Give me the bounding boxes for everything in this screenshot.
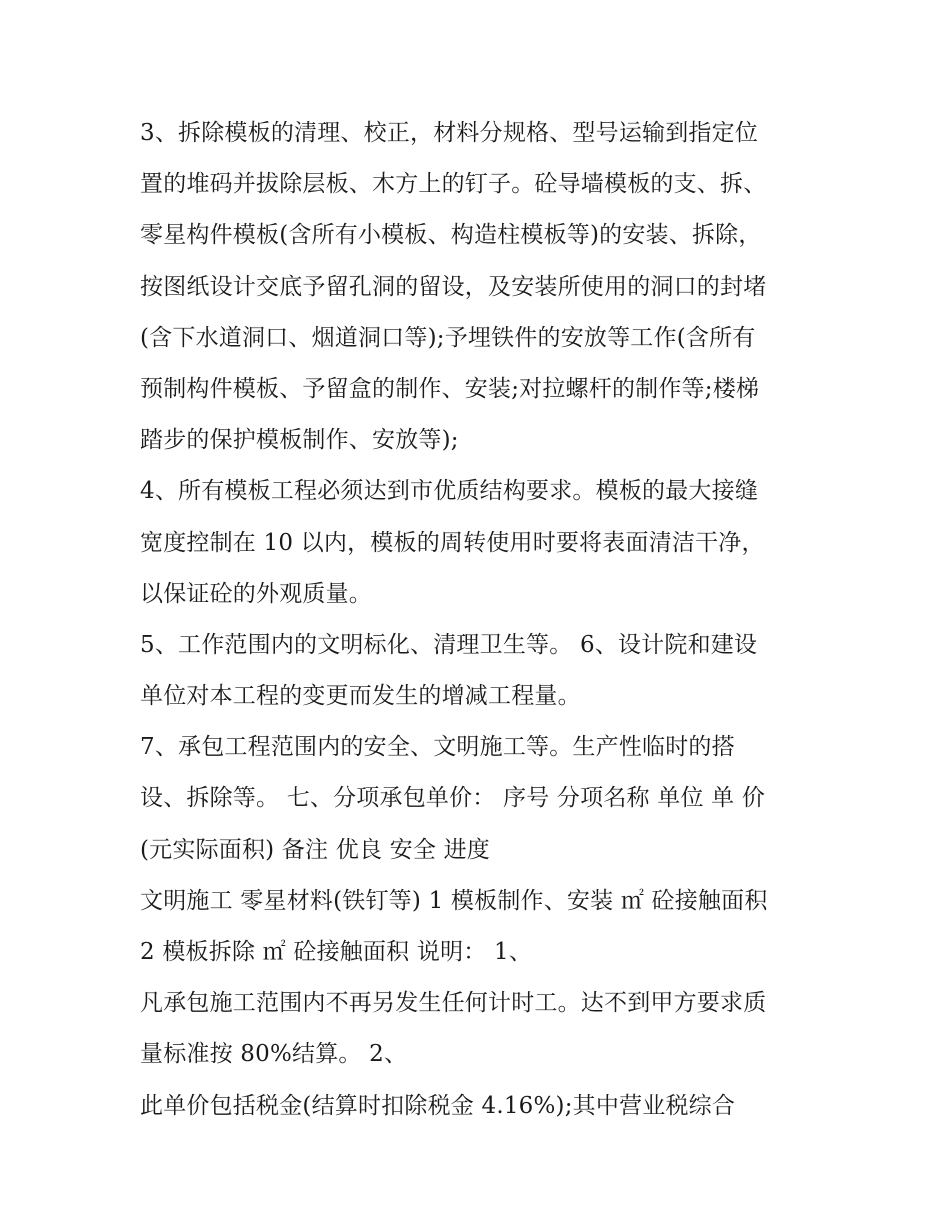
document-page	[140, 108, 820, 1132]
text-line: 此单价包括税金(结算时扣除税金 4.16%);其中营业税综合	[140, 1092, 736, 1119]
text-line: 2 模板拆除 ㎡ 砼接触面积 说明： 1、	[140, 939, 533, 965]
text-line: 置的堆码并拔除层板、木方上的钉子。砼导墙模板的支、拆、	[140, 171, 767, 198]
text-line: 设、拆除等。 七、分项承包单价： 序号 分项名称 单位 单 价	[140, 785, 766, 812]
text-line: 宽度控制在 10 以内，模板的周转使用时要将表面清洁干净，	[140, 529, 765, 556]
text-line: 凡承包施工范围内不再另发生任何计时工。达不到甲方要求质	[140, 990, 767, 1017]
text-line: 文明施工 零星材料(铁钉等) 1 模板制作、安装 ㎡ 砼接触面积	[140, 887, 768, 914]
text-line: 按图纸设计交底予留孔洞的留设，及安装所使用的洞口的封堵	[140, 273, 767, 300]
text-line: 4、所有模板工程必须达到市优质结构要求。模板的最大接缝	[140, 478, 759, 505]
text-line: 7、承包工程范围内的安全、文明施工等。生产性临时的搭	[140, 734, 735, 761]
text-line: 量标准按 80%结算。 2、	[140, 1041, 408, 1068]
text-line: 以保证砼的外观质量。	[140, 580, 372, 607]
text-line: 预制构件模板、予留盒的制作、安装;对拉螺杆的制作等;楼梯	[140, 375, 760, 402]
text-line: (含下水道洞口、烟道洞口等);予埋铁件的安放等工作(含所有	[140, 324, 756, 351]
text-line: 零星构件模板(含所有小模板、构造柱模板等)的安装、拆除，	[140, 222, 762, 249]
text-line: 踏步的保护模板制作、安放等);	[140, 427, 459, 454]
text-line: 单位对本工程的变更而发生的增减工程量。	[140, 683, 581, 710]
text-line: 3、拆除模板的清理、校正，材料分规格、型号运输到指定位	[140, 120, 759, 146]
text-line: (元实际面积) 备注 优良 安全 进度	[140, 836, 490, 863]
text-line: 5、工作范围内的文明标化、清理卫生等。 6、设计院和建设	[140, 631, 758, 658]
